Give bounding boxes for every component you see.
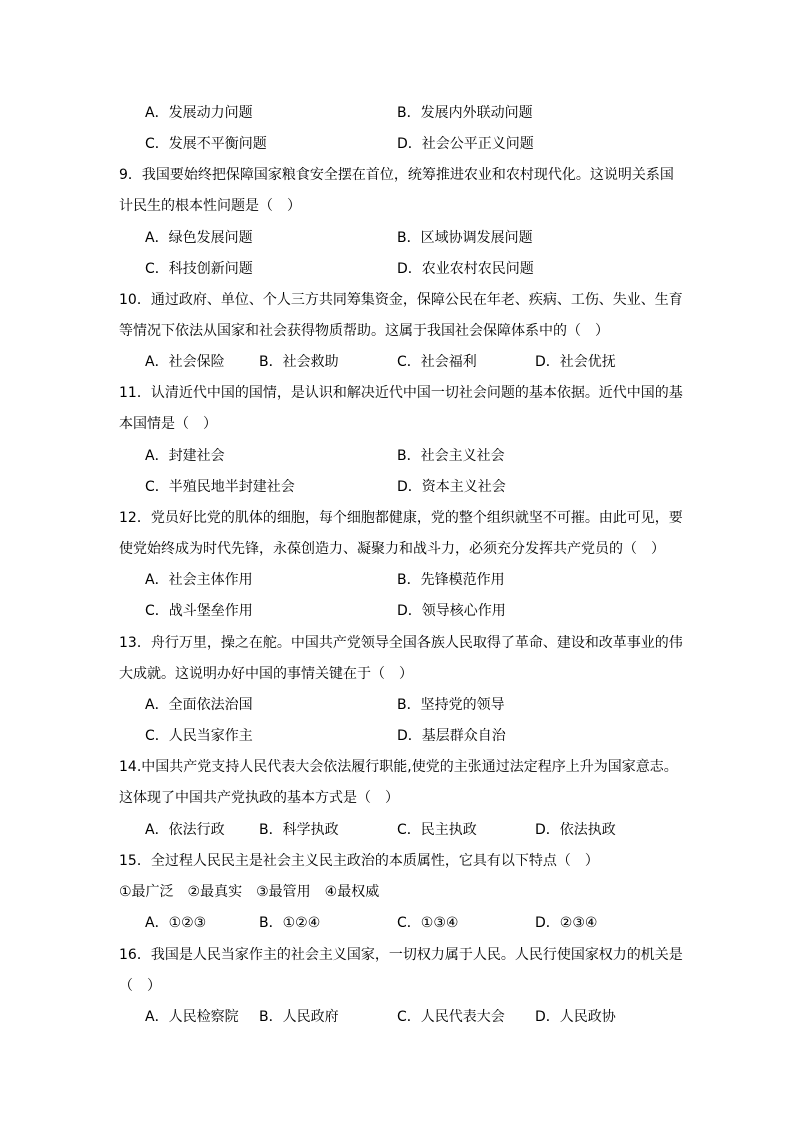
q9-stem-line-2: 计民生的根本性问题是（ ） (119, 198, 301, 214)
q12-stem-line-2: 使党始终成为时代先锋，永葆创造力、凝聚力和战斗力，必须充分发挥共产党员的（ ） (119, 541, 665, 557)
q9-option-d: D．农业农村农民问题 (397, 261, 534, 277)
q15-option-d: D．②③④ (535, 915, 598, 931)
q15-option-c: C．①③④ (397, 915, 459, 931)
q13-stem-line-1: 13．舟行万里，操之在舵。中国共产党领导全国各族人民取得了革命、建设和改革事业的伟 (119, 635, 683, 651)
q12-stem-line-1: 12．党员好比党的肌体的细胞，每个细胞都健康，党的整个组织就坚不可摧。由此可见，要 (119, 510, 683, 526)
q10-option-c: C．社会福利 (397, 354, 477, 370)
q8-option-c: C．发展不平衡问题 (145, 136, 267, 152)
q13-stem-line-2: 大成就。这说明办好中国的事情关键在于（ ） (119, 666, 413, 682)
q14-stem-line-2: 这体现了中国共产党执政的基本方式是（ ） (119, 790, 399, 806)
q12-option-c: C．战斗堡垒作用 (145, 603, 253, 619)
q15-option-b: B．①②④ (259, 915, 321, 931)
q16-option-d: D．人民政协 (535, 1009, 616, 1025)
q10-option-d: D．社会优抚 (535, 354, 616, 370)
q16-option-b: B．人民政府 (259, 1009, 339, 1025)
q14-option-b: B．科学执政 (259, 822, 339, 838)
q12-option-a: A．社会主体作用 (145, 572, 253, 588)
q14-option-c: C．民主执政 (397, 822, 477, 838)
q14-stem-line-1: 14.中国共产党支持人民代表大会依法履行职能,使党的主张通过法定程序上升为国家意志。 (119, 759, 678, 775)
q9-stem-line-1: 9．我国要始终把保障国家粮食安全摆在首位，统筹推进农业和农村现代化。这说明关系国 (119, 167, 674, 183)
q14-option-d: D．依法执政 (535, 822, 616, 838)
q12-option-b: B．先锋模范作用 (397, 572, 505, 588)
q16-option-c: C．人民代表大会 (397, 1009, 505, 1025)
q15-statement-items: ①最广泛 ②最真实 ③最管用 ④最权威 (119, 884, 380, 900)
q10-stem-line-2: 等情况下依法从国家和社会获得物质帮助。这属于我国社会保障体系中的（ ） (119, 323, 609, 339)
q15-option-a: A．①②③ (145, 915, 207, 931)
q11-stem-line-2: 本国情是（ ） (119, 416, 217, 432)
q13-option-a: A．全面依法治国 (145, 697, 253, 713)
q13-option-d: D．基层群众自治 (397, 728, 506, 744)
q11-option-c: C．半殖民地半封建社会 (145, 479, 295, 495)
q16-stem-line-2: （ ） (119, 978, 161, 994)
q9-option-c: C．科技创新问题 (145, 261, 253, 277)
q12-option-d: D．领导核心作用 (397, 603, 506, 619)
q11-option-a: A．封建社会 (145, 448, 225, 464)
q14-option-a: A．依法行政 (145, 822, 225, 838)
q8-option-b: B．发展内外联动问题 (397, 105, 533, 121)
q11-stem-line-1: 11．认清近代中国的国情，是认识和解决近代中国一切社会问题的基本依据。近代中国的基 (119, 385, 683, 401)
q8-option-a: A．发展动力问题 (145, 105, 253, 121)
q15-stem-line-1: 15．全过程人民民主是社会主义民主政治的本质属性，它具有以下特点（ ） (119, 853, 599, 869)
q13-option-b: B．坚持党的领导 (397, 697, 505, 713)
q13-option-c: C．人民当家作主 (145, 728, 253, 744)
q10-stem-line-1: 10．通过政府、单位、个人三方共同筹集资金，保障公民在年老、疾病、工伤、失业、生育 (119, 292, 683, 308)
q11-option-d: D．资本主义社会 (397, 479, 506, 495)
q16-stem-line-1: 16．我国是人民当家作主的社会主义国家，一切权力属于人民。人民行使国家权力的机关是 (119, 947, 683, 963)
q8-option-d: D．社会公平正义问题 (397, 136, 534, 152)
q11-option-b: B．社会主义社会 (397, 448, 505, 464)
q10-option-b: B．社会救助 (259, 354, 339, 370)
q16-option-a: A．人民检察院 (145, 1009, 239, 1025)
q10-option-a: A．社会保险 (145, 354, 225, 370)
q9-option-a: A．绿色发展问题 (145, 230, 253, 246)
q9-option-b: B．区域协调发展问题 (397, 230, 533, 246)
